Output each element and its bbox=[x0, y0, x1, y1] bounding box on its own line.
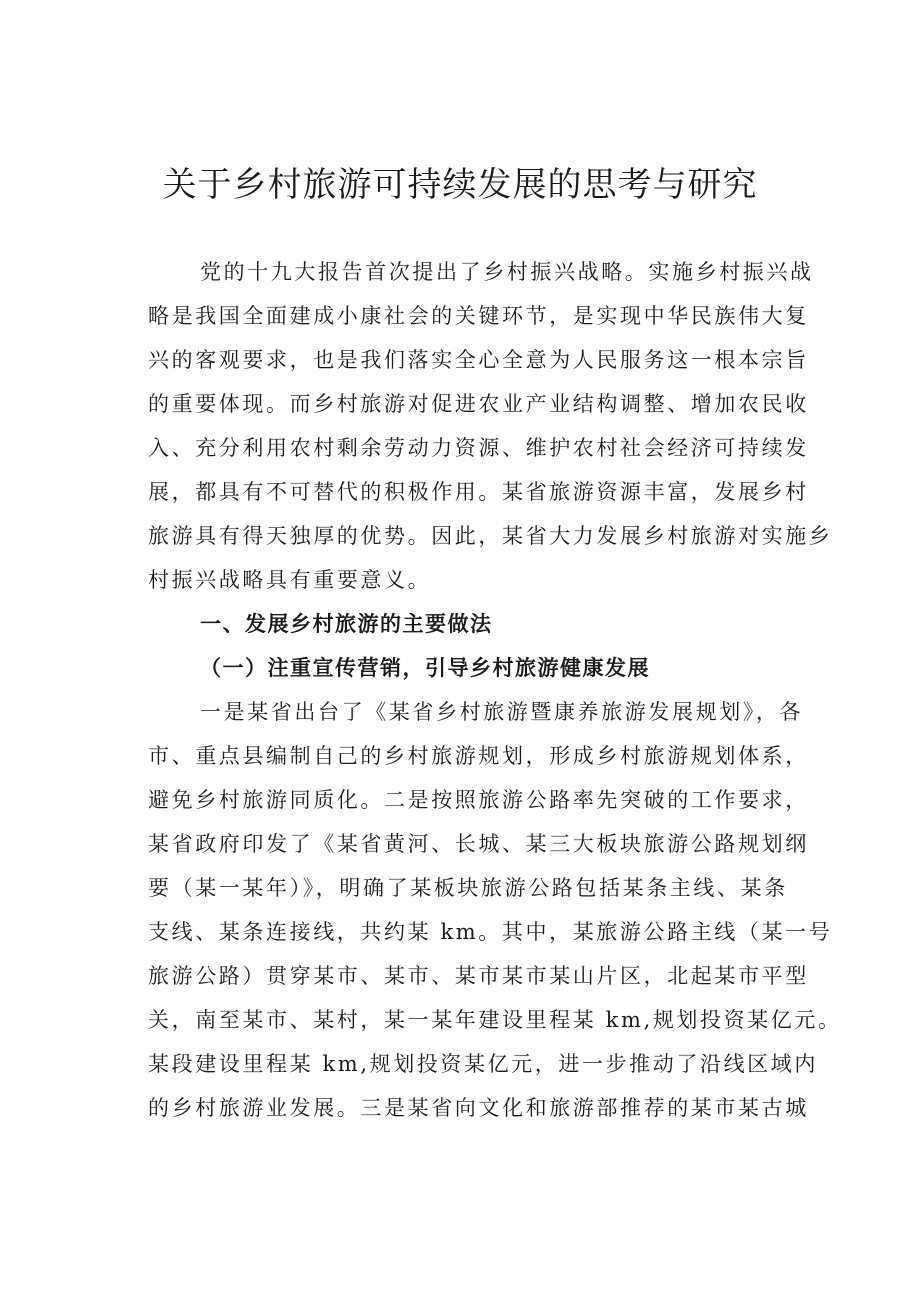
paragraph-line: 市、重点县编制自己的乡村旅游规划，形成乡村旅游规划体系， bbox=[148, 744, 809, 768]
paragraph-line: 旅游具有得天独厚的优势。因此，某省大力发展乡村旅游对实施乡 bbox=[148, 524, 833, 548]
subsection-heading: （一）注重宣传营销，引导乡村旅游健康发展 bbox=[200, 655, 650, 680]
paragraph-line: 支线、某条连接线，共约某 km。其中，某旅游公路主线（某一号 bbox=[148, 920, 833, 944]
paragraph-line: 关，南至某市、某村，某一某年建设里程某 km,规划投资某亿元。 bbox=[148, 1008, 842, 1032]
paragraph-line: 党的十九大报告首次提出了乡村振兴战略。实施乡村振兴战 bbox=[200, 260, 814, 284]
paragraph-line: 略是我国全面建成小康社会的关键环节，是实现中华民族伟大复 bbox=[148, 304, 809, 328]
paragraph-line: 入、充分利用农村剩余劳动力资源、维护农村社会经济可持续发 bbox=[148, 436, 809, 460]
paragraph-line: 的乡村旅游业发展。三是某省向文化和旅游部推荐的某市某古城 bbox=[148, 1096, 809, 1120]
paragraph-line: 某省政府印发了《某省黄河、长城、某三大板块旅游公路规划纲 bbox=[148, 832, 809, 856]
paragraph-line: 村振兴战略具有重要意义。 bbox=[148, 568, 432, 592]
paragraph-line: 要（某一某年）》，明确了某板块旅游公路包括某条主线、某条 bbox=[148, 876, 788, 900]
paragraph-line: 旅游公路）贯穿某市、某市、某市某市某山片区，北起某市平型 bbox=[148, 964, 809, 988]
paragraph-line: 一是某省出台了《某省乡村旅游暨康养旅游发展规划》，各 bbox=[200, 700, 804, 724]
section-heading: 一、发展乡村旅游的主要做法 bbox=[200, 612, 493, 636]
document-title: 关于乡村旅游可持续发展的思考与研究 bbox=[162, 165, 758, 205]
paragraph-line: 展，都具有不可替代的积极作用。某省旅游资源丰富，发展乡村 bbox=[148, 480, 809, 504]
paragraph-line: 的重要体现。而乡村旅游对促进农业产业结构调整、增加农民收 bbox=[148, 392, 809, 416]
paragraph-line: 某段建设里程某 km,规划投资某亿元，进一步推动了沿线区域内 bbox=[148, 1052, 818, 1076]
paragraph-line: 兴的客观要求，也是我们落实全心全意为人民服务这一根本宗旨 bbox=[148, 348, 809, 372]
paragraph-line: 避免乡村旅游同质化。二是按照旅游公路率先突破的工作要求， bbox=[148, 788, 809, 812]
